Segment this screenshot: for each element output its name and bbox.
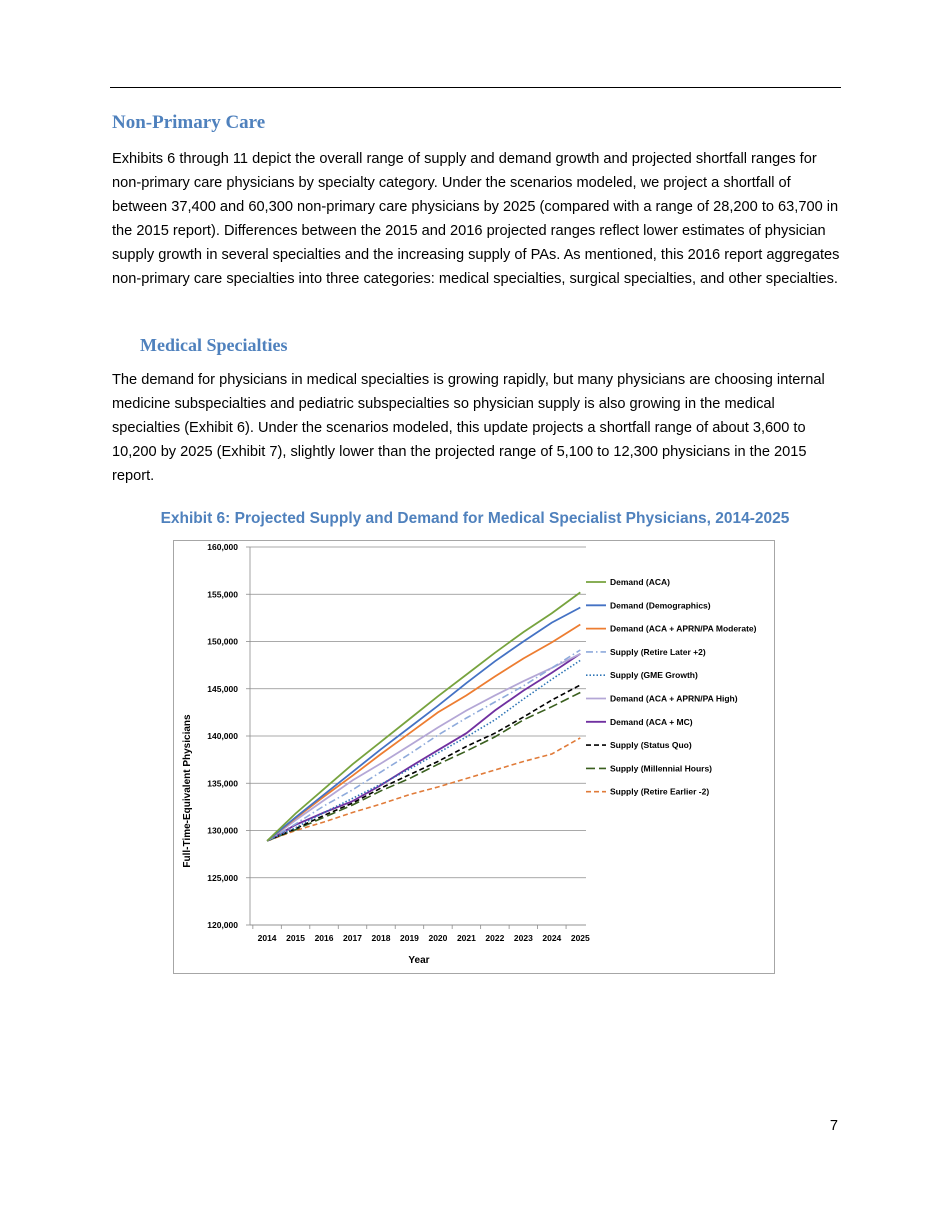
- y-axis-label: Full-Time-Equivalent Physicians: [182, 714, 193, 868]
- y-tick-label: 125,000: [207, 872, 238, 883]
- y-tick-label: 135,000: [207, 778, 238, 789]
- legend-label: Demand (ACA): [610, 577, 670, 587]
- legend-label: Supply (Retire Earlier -2): [610, 786, 710, 797]
- subsection-paragraph: The demand for physicians in medical specialties is growing rapidly, but many physicians are choosing internal medicine subspecialties and pediatric subspecialties so physician supply is also growing in the medical specialties (Exhibit 6). Under the scenarios modeled, this update projects a shortfall range of about 3,600 to 10,200 by 2025 (Exhibit 7), slightly lower than the projected range of 5,100 to 12,300 physicians in the 2015 report.: [112, 372, 825, 484]
- legend-label: Demand (ACA + MC): [610, 716, 693, 727]
- x-tick-label: 2024: [542, 933, 562, 943]
- y-tick-label: 140,000: [207, 731, 238, 741]
- y-tick-label: 120,000: [207, 920, 238, 930]
- line-chart: [174, 541, 774, 973]
- x-tick-label: 2020: [428, 933, 448, 943]
- y-tick-label: 155,000: [207, 589, 238, 600]
- x-tick-label: 2017: [343, 933, 362, 943]
- x-tick-label: 2025: [570, 933, 590, 943]
- subsection-heading: Medical Specialties: [140, 335, 288, 355]
- x-tick-label: 2016: [314, 933, 334, 943]
- y-tick-label: 145,000: [207, 683, 238, 694]
- y-tick-label: 130,000: [207, 825, 238, 836]
- series-line-supply-retire-earlier-2: [267, 738, 580, 841]
- x-tick-label: 2019: [399, 933, 419, 943]
- legend-label: Demand (ACA + APRN/PA Moderate): [610, 623, 757, 634]
- legend-label: Supply (Retire Later +2): [610, 646, 706, 657]
- x-tick-label: 2021: [456, 933, 476, 943]
- y-tick-label: 160,000: [207, 542, 238, 552]
- chart-container: [173, 540, 775, 974]
- series-line-demand-demographics: [267, 608, 580, 841]
- series-line-supply-retire-later-2: [267, 650, 580, 841]
- legend-label: Demand (Demographics): [610, 600, 711, 611]
- x-tick-label: 2022: [485, 933, 505, 943]
- legend-label: Supply (Status Quo): [610, 740, 692, 751]
- section-heading: Non-Primary Care: [112, 112, 266, 133]
- legend-label: Demand (ACA + APRN/PA High): [610, 693, 738, 704]
- y-tick-label: 150,000: [207, 636, 238, 647]
- x-tick-label: 2015: [286, 933, 306, 943]
- legend-label: Supply (GME Growth): [610, 670, 698, 681]
- x-axis-label: Year: [408, 955, 430, 966]
- section-paragraph: Exhibits 6 through 11 depict the overall range of supply and demand growth and projected shortfall ranges for non-primary care physicians by specialty category. Under the scenarios modeled, we project a shortfall of between 37,400 and 60,300 non-primary care physicians by 2025 (compared with a range of 28,200 to 63,700 in the 2015 report). Differences between the 2015 and 2016 projected ranges reflect lower estimates of physician supply growth in several specialties and the increasing supply of PAs. As mentioned, this 2016 report aggregates non-primary care specialties into three categories: medical specialties, surgical specialties, and other specialties.: [112, 151, 840, 287]
- legend-label: Supply (Millennial Hours): [610, 763, 713, 774]
- series-line-supply-gme-growth: [267, 660, 580, 841]
- header-rule: [110, 87, 841, 88]
- page-number: 7: [829, 1118, 838, 1134]
- x-tick-label: 2014: [257, 933, 277, 943]
- series-line-demand-aca-aprn-pa-moderate: [267, 625, 580, 841]
- x-tick-label: 2023: [513, 933, 533, 943]
- series-line-supply-millennial-hours: [267, 693, 580, 841]
- x-tick-label: 2018: [371, 933, 391, 943]
- exhibit-title: Exhibit 6: Projected Supply and Demand for Medical Specialist Physicians, 2014-2025: [160, 510, 790, 527]
